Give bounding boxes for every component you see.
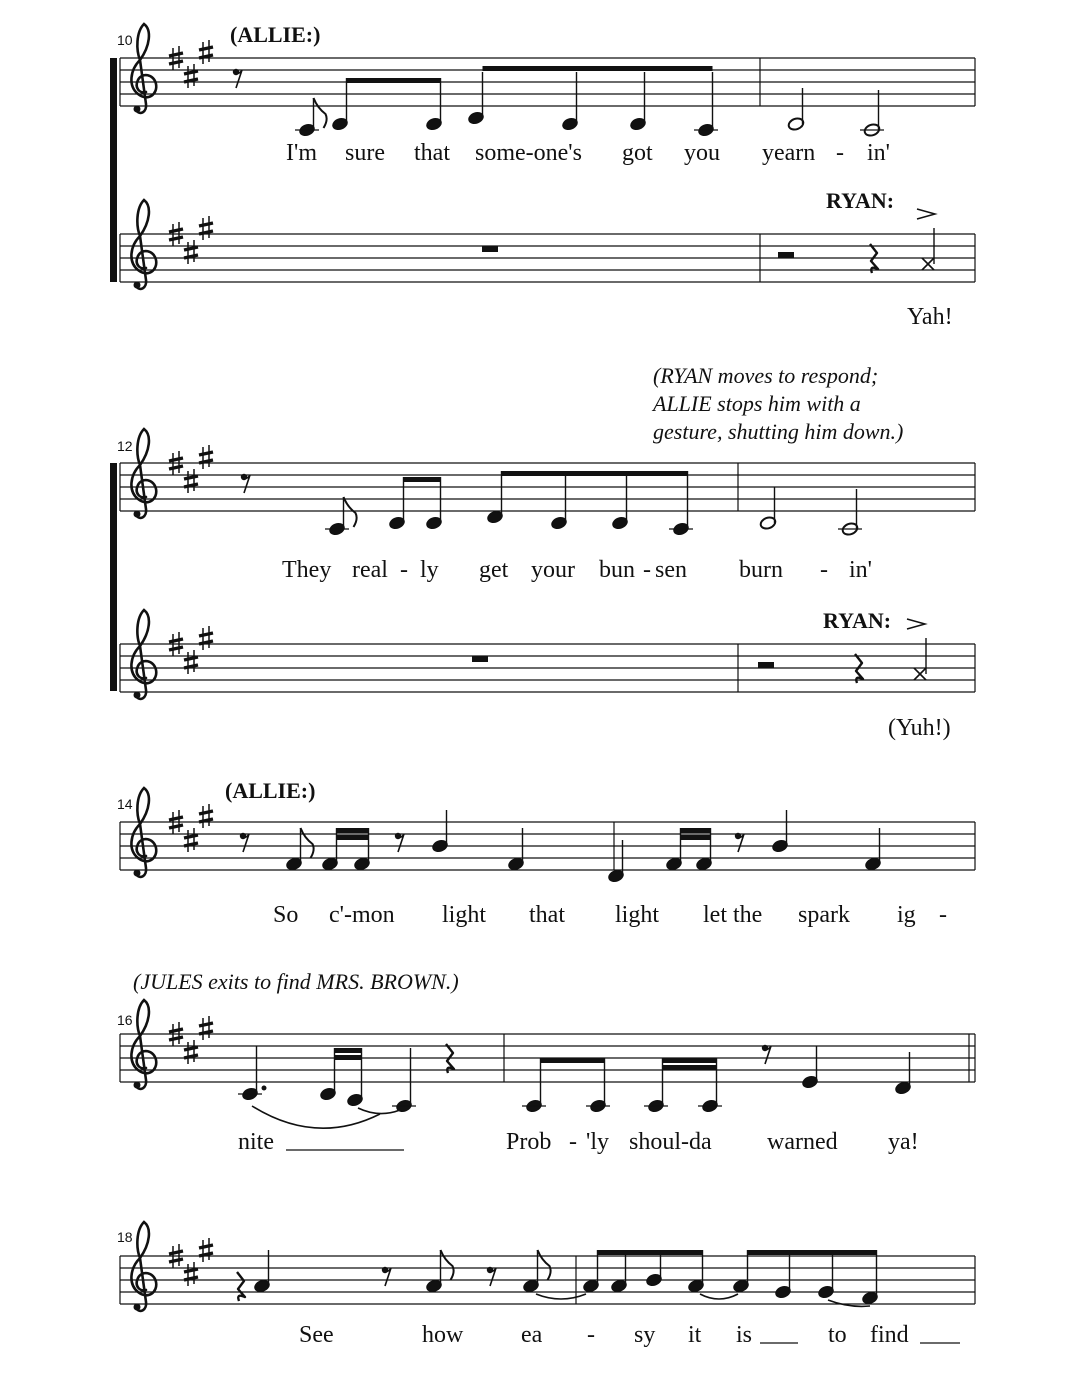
quarter-rest <box>237 1272 245 1301</box>
lyric: that <box>529 902 565 928</box>
measure-number: 14 <box>117 796 133 812</box>
beam <box>663 1058 717 1063</box>
sharp-sign <box>199 40 213 64</box>
system-bracket <box>110 463 117 691</box>
lyric: - <box>400 557 408 583</box>
beam <box>337 828 369 833</box>
accent-mark <box>917 209 935 219</box>
slur <box>358 1108 400 1114</box>
lyric: bun <box>599 557 635 583</box>
lyric: - <box>569 1129 577 1155</box>
eighth-rest <box>233 69 242 88</box>
lyric: I'm <box>286 140 317 166</box>
lyric: - <box>939 902 947 928</box>
lyric: - <box>820 557 828 583</box>
lyric: warned <box>767 1129 838 1155</box>
beam <box>681 835 711 840</box>
dot <box>262 1086 267 1091</box>
lyric: spark <box>798 902 850 928</box>
sharp-sign <box>184 1262 198 1286</box>
lyric: that <box>414 140 450 166</box>
beam <box>337 835 369 840</box>
sharp-sign <box>184 469 198 493</box>
half-rest <box>758 662 774 668</box>
whole-rest <box>482 246 498 252</box>
sharp-sign <box>184 828 198 852</box>
sharp-sign <box>184 650 198 674</box>
measure-number: 16 <box>117 1012 133 1028</box>
eighth-rest <box>735 833 744 852</box>
treble-clef <box>131 610 156 699</box>
stage-direction-line: gesture, shutting him down.) <box>653 419 904 444</box>
measure-number: 18 <box>117 1229 133 1245</box>
vocal-cue: RYAN: <box>826 188 895 213</box>
treble-clef <box>131 1222 156 1311</box>
eighth-rest <box>487 1267 496 1286</box>
sharp-sign <box>184 64 198 88</box>
slur <box>536 1294 586 1299</box>
lyric: some-one's <box>475 140 582 166</box>
lyric: See <box>299 1322 334 1348</box>
eighth-rest <box>240 833 249 852</box>
lyric: sure <box>345 140 385 166</box>
lyric: let the <box>703 902 763 928</box>
lyric: sen <box>655 557 687 583</box>
beam <box>483 66 713 71</box>
vocal-cue: (ALLIE:) <box>230 22 321 47</box>
note-flag <box>538 1250 551 1280</box>
vocal-cue: RYAN: <box>823 608 892 633</box>
lyric: Yah! <box>907 304 953 330</box>
note-flag <box>344 497 357 527</box>
lyric: nite <box>238 1129 274 1155</box>
treble-clef <box>131 1000 156 1089</box>
lyric: is <box>736 1322 753 1348</box>
lyric: ea <box>521 1322 543 1348</box>
lyric: find <box>870 1322 909 1348</box>
lyric: real <box>352 557 388 583</box>
sharp-sign <box>199 626 213 650</box>
lyric: get <box>479 557 509 583</box>
lyric: light <box>442 902 487 928</box>
lyric: it <box>688 1322 702 1348</box>
eighth-rest <box>241 474 250 493</box>
lyric: - <box>836 140 844 166</box>
note-flag <box>301 828 314 858</box>
lyric: ig <box>897 902 916 928</box>
lyric: - <box>643 557 651 583</box>
eighth-rest <box>382 1267 391 1286</box>
accent-mark <box>907 619 925 629</box>
measure-number: 10 <box>117 32 133 48</box>
whole-rest <box>472 656 488 662</box>
treble-clef <box>131 24 156 113</box>
beam <box>404 477 441 482</box>
lyric: Prob <box>506 1129 552 1155</box>
lyric: your <box>531 557 575 583</box>
note-flag <box>314 98 327 128</box>
beam <box>663 1065 717 1070</box>
sharp-sign <box>199 1016 213 1040</box>
system-bracket <box>110 58 117 282</box>
sharp-sign <box>184 1040 198 1064</box>
sharp-sign <box>199 216 213 240</box>
beam <box>541 1058 605 1063</box>
half-rest <box>778 252 794 258</box>
beam <box>681 828 711 833</box>
stage-direction-line: (RYAN moves to respond; <box>653 363 879 388</box>
lyric: So <box>273 902 299 928</box>
beam <box>335 1055 362 1060</box>
beam <box>347 78 441 83</box>
stage-direction <box>653 362 973 446</box>
note-flag <box>441 1250 454 1280</box>
lyric: you <box>684 140 720 166</box>
lyric: yearn <box>762 140 816 166</box>
stage-direction: (JULES exits to find MRS. BROWN.) <box>133 969 459 994</box>
lyric: 'ly <box>586 1129 609 1155</box>
lyric: ly <box>420 557 439 583</box>
lyric: in' <box>867 140 890 166</box>
lyric: They <box>282 557 332 583</box>
treble-clef <box>131 788 156 877</box>
treble-clef <box>131 200 156 289</box>
lyric: shoul-da <box>629 1129 712 1155</box>
lyric: (Yuh!) <box>888 715 951 741</box>
eighth-rest <box>762 1045 771 1064</box>
lyric: to <box>828 1322 847 1348</box>
lyric: - <box>587 1322 595 1348</box>
lyric: in' <box>849 557 872 583</box>
lyric: how <box>422 1322 464 1348</box>
lyric: ya! <box>888 1129 919 1155</box>
lyric: burn <box>739 557 783 583</box>
sharp-sign <box>184 240 198 264</box>
sharp-sign <box>199 445 213 469</box>
eighth-rest <box>395 833 404 852</box>
lyric: got <box>622 140 653 166</box>
stage-direction-line: ALLIE stops him with a <box>653 391 861 416</box>
slur <box>700 1294 738 1299</box>
beam <box>598 1250 703 1255</box>
beam <box>502 471 688 476</box>
lyric: c'-mon <box>329 902 395 928</box>
sharp-sign <box>199 1238 213 1262</box>
measure-number: 12 <box>117 438 133 454</box>
beam <box>335 1048 362 1053</box>
lyric: light <box>615 902 660 928</box>
beam <box>748 1250 877 1255</box>
sharp-sign <box>199 804 213 828</box>
vocal-cue: (ALLIE:) <box>225 778 316 803</box>
treble-clef <box>131 429 156 518</box>
lyric: sy <box>634 1322 656 1348</box>
